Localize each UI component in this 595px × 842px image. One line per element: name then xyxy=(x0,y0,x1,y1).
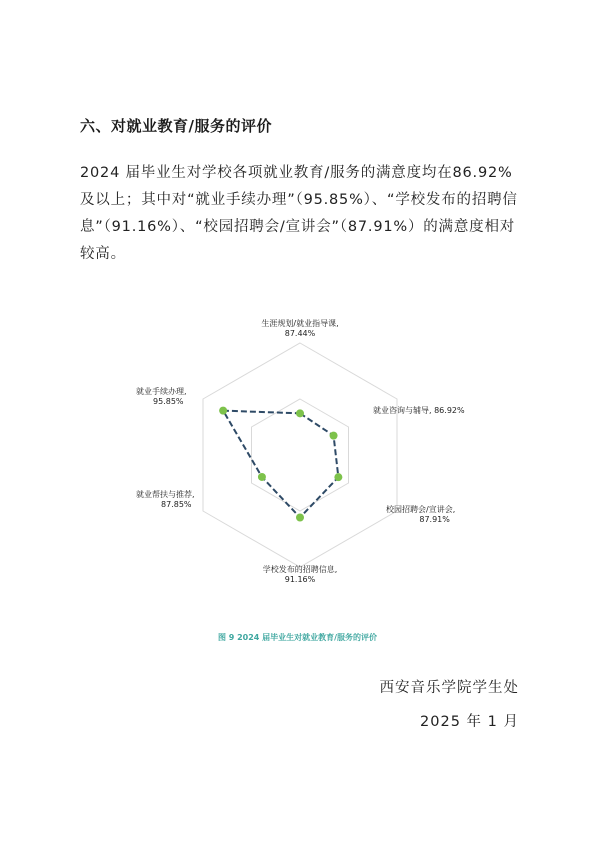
signature-date: 2025 年 1 月 xyxy=(420,714,519,730)
radar-series-line xyxy=(223,411,338,518)
radar-point-4 xyxy=(296,513,304,521)
radar-chart xyxy=(110,305,490,605)
radar-point-5 xyxy=(258,473,266,481)
radar-markers xyxy=(219,407,342,522)
axis-label-recruitment-info: 学校发布的招聘信息, 91.16% xyxy=(262,565,338,584)
radar-point-6 xyxy=(219,407,227,415)
radar-chart-svg xyxy=(110,305,490,605)
radar-grid xyxy=(203,343,397,567)
axis-label-career-planning: 生涯规划/就业指导课, 87.44% xyxy=(261,319,339,338)
signature-org: 西安音乐学院学生处 xyxy=(379,680,519,696)
axis-label-assistance: 就业帮扶与推荐, 87.85% xyxy=(136,490,195,509)
figure-caption: 图 9 2024 届毕业生对就业教育/服务的评价 xyxy=(217,633,378,642)
radar-point-3 xyxy=(334,473,342,481)
section-heading: 六、对就业教育/服务的评价 xyxy=(80,117,272,135)
axis-label-procedures: 就业手续办理, 95.85% xyxy=(136,387,187,406)
radar-grid-ring-2 xyxy=(203,343,397,567)
section-paragraph: 2024 届毕业生对学校各项就业教育/服务的满意度均在86.92%及以上；其中对“就业手续办理”（95.85%）、“学校发布的招聘信息”（91.16%）、“校园招聘会/宣讲会”（87.91%）的满意度相对较高。 xyxy=(80,165,518,262)
axis-label-job-fair: 校园招聘会/宣讲会, 87.91% xyxy=(386,505,456,524)
radar-point-1 xyxy=(296,409,304,417)
radar-point-2 xyxy=(330,432,338,440)
axis-label-counseling: 就业咨询与辅导, 86.92% xyxy=(373,406,465,415)
